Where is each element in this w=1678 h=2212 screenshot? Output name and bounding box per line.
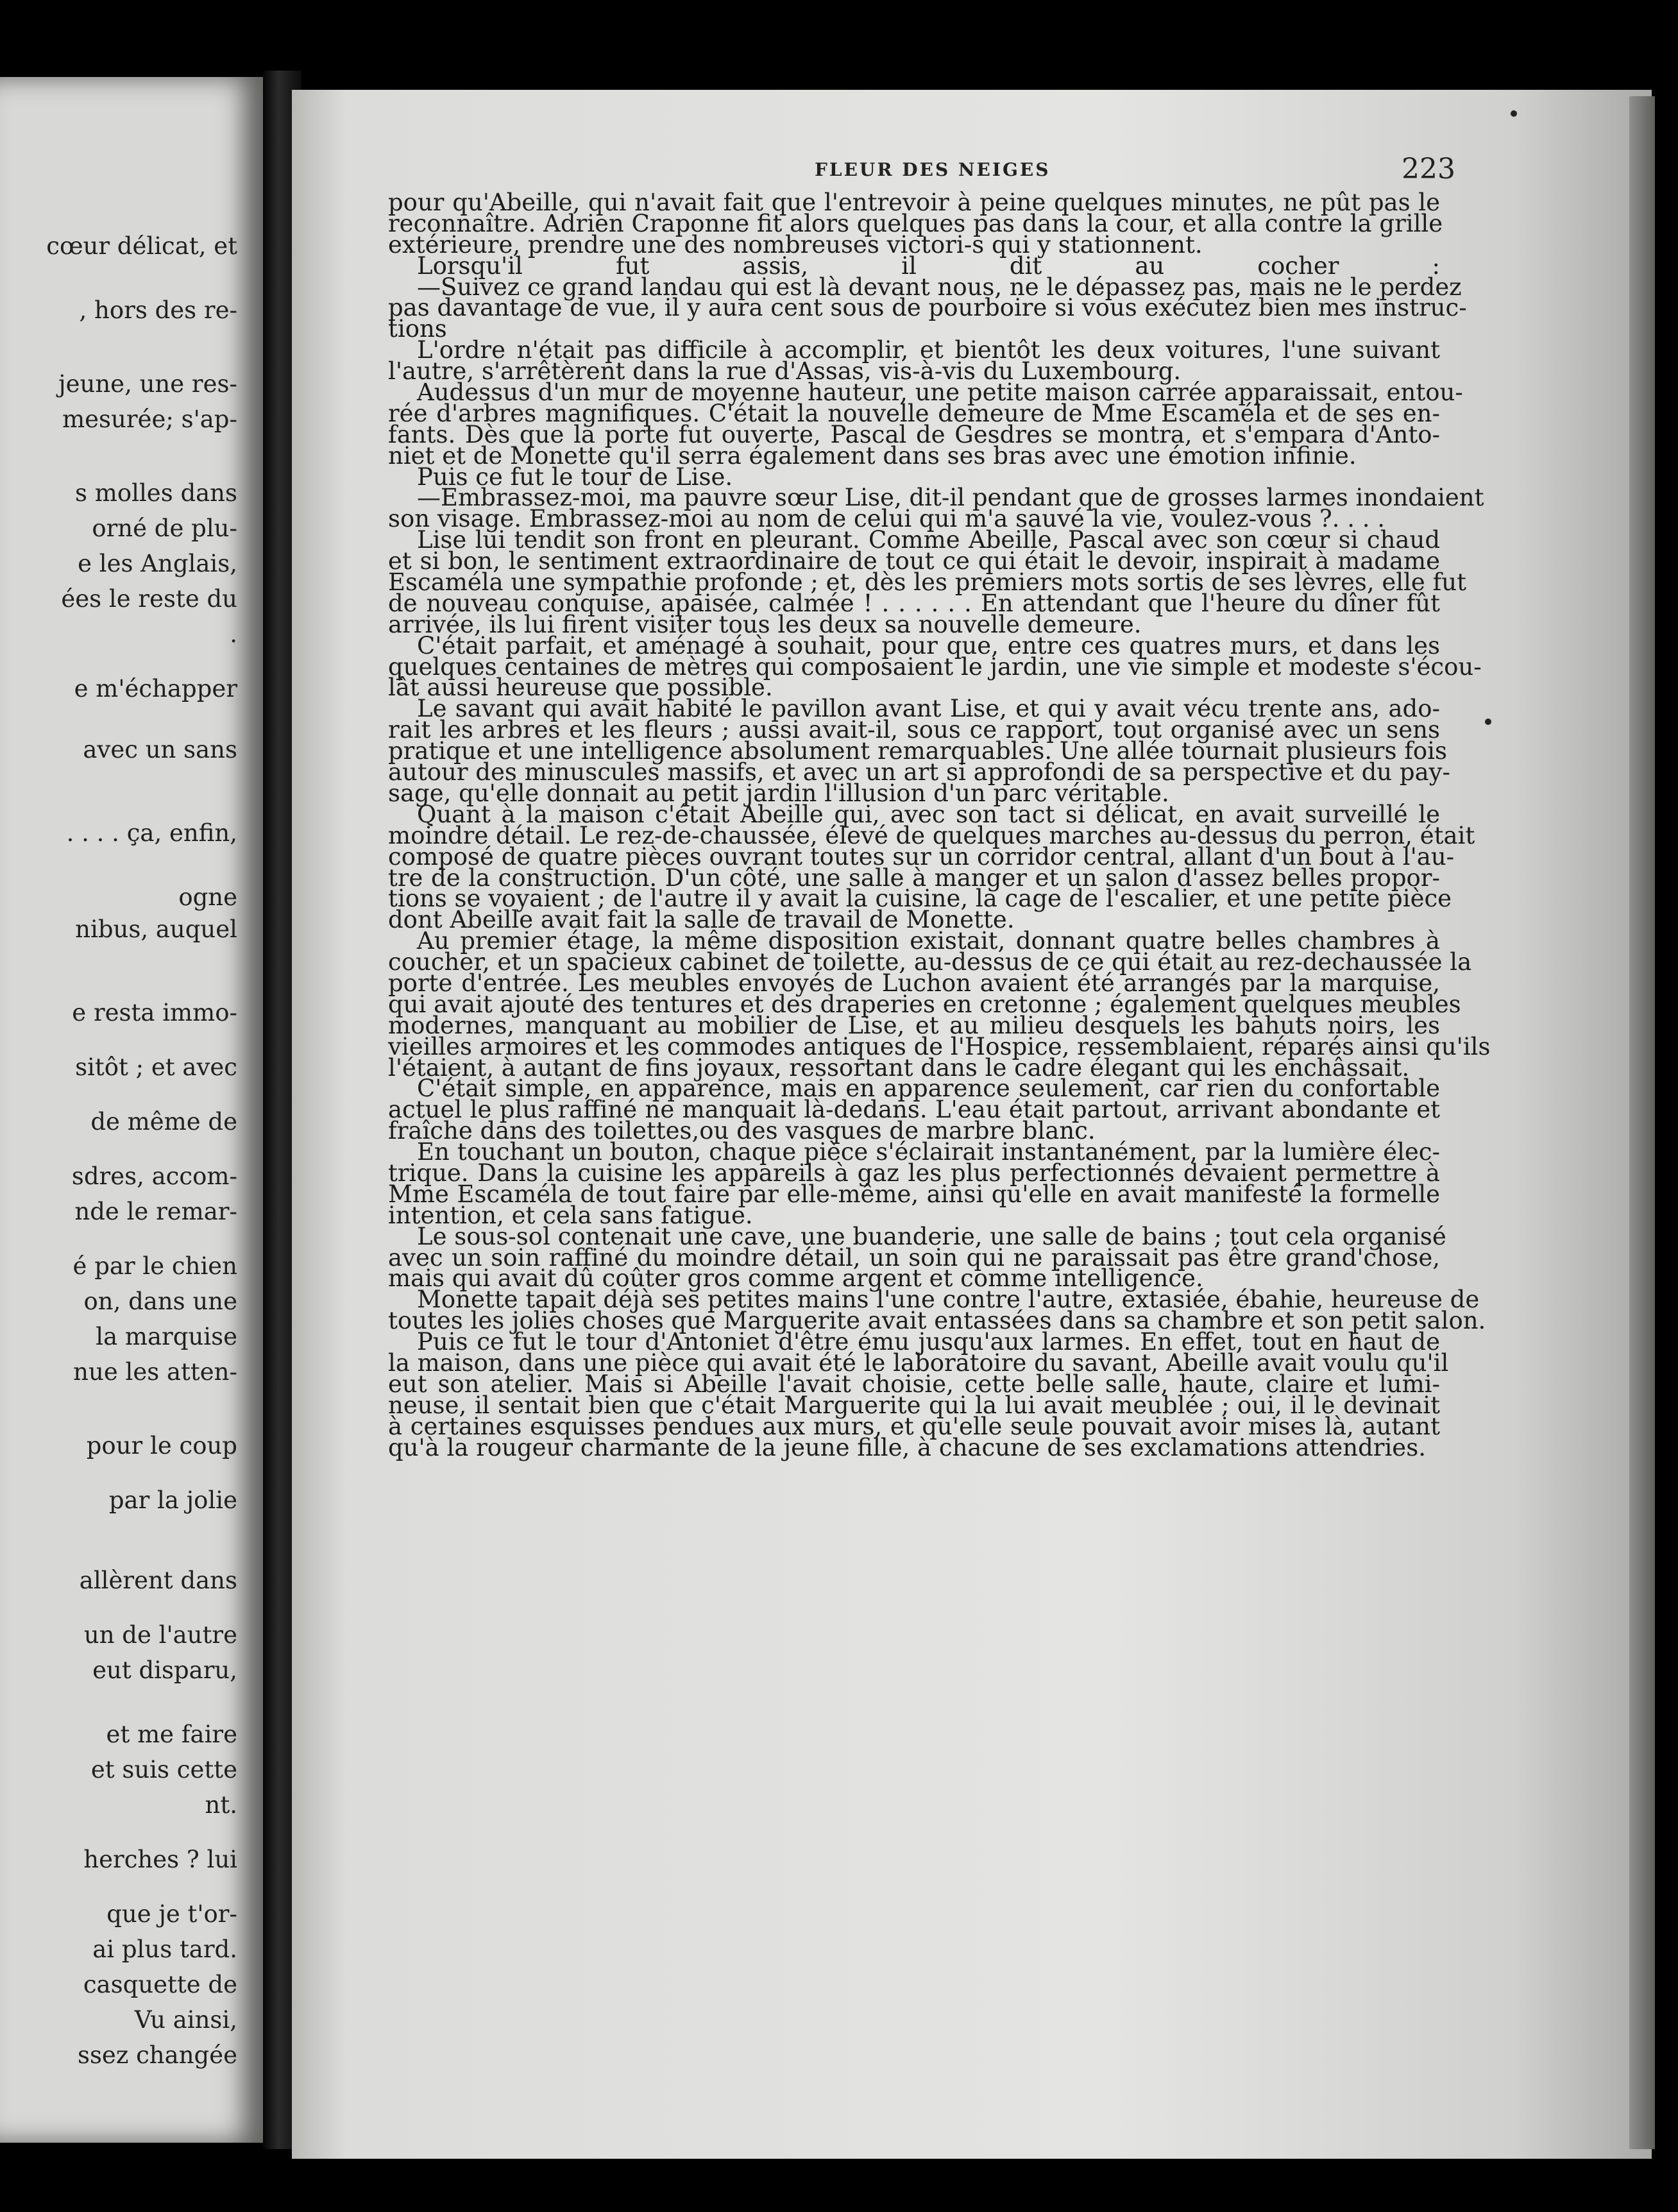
text-line: C'était parfait, et aménagé à souhait, pour que, entre ces quatres murs, et dans les bbox=[417, 631, 1440, 659]
left-page-fragment: ssez changée bbox=[77, 2041, 237, 2069]
left-page-fragment: par la jolie bbox=[108, 1486, 237, 1514]
left-page-fragment: mesurée; s'ap- bbox=[62, 405, 237, 433]
left-page-fragment: ées le reste du bbox=[61, 585, 237, 613]
text-line: à certaines esquisses pendues aux murs, et qu'elle seule pouvait avoir mises là, autant bbox=[388, 1412, 1440, 1440]
text-line: porte d'entrée. Les meubles envoyés de Luchon avaient été arrangés par la marquise, bbox=[388, 969, 1440, 997]
text-line: niet et de Monette qu'il serra également dans ses bras avec une émotion infinie. bbox=[388, 441, 1357, 470]
text-line: actuel le plus raffiné ne manquait là-dedans. L'eau était partout, arrivant abondante et bbox=[388, 1096, 1440, 1124]
left-page-fragment: nibus, auquel bbox=[75, 915, 237, 943]
text-line: neuse, il sentait bien que c'était Marguerite qui la lui avait meublée ; oui, il le devinait bbox=[388, 1391, 1440, 1419]
text-line: reconnaître. Adrien Craponne fit alors quelques pas dans la cour, et alla contre la grille bbox=[388, 209, 1443, 237]
text-line: pas davantage de vue, il y aura cent sous de pourboire si vous exécutez bien mes instruc- bbox=[388, 294, 1467, 322]
left-page-fragment: sdres, accom- bbox=[71, 1162, 237, 1190]
text-line: la maison, dans une pièce qui avait été le laboratoire du savant, Abeille avait voulu qu'il bbox=[388, 1348, 1449, 1377]
text-line: toutes les jolies choses que Marguerite avait entassées dans sa chambre et son petit salon. bbox=[388, 1307, 1486, 1335]
text-line: dont Abeille avait fait la salle de travail de Monette. bbox=[388, 906, 1015, 934]
left-page-fragment: , hors des re- bbox=[79, 296, 237, 324]
text-line: tre de la construction. D'un côté, une salle à manger et un salon d'assez belles propor- bbox=[388, 864, 1440, 892]
text-line: Audessus d'un mur de moyenne hauteur, une petite maison carrée apparaissait, entou- bbox=[417, 379, 1463, 407]
text-line: arrivée, ils lui firent visiter tous les deux sa nouvelle demeure. bbox=[388, 610, 1142, 638]
text-line: pour qu'Abeille, qui n'avait fait que l'entrevoir à peine quelques minutes, ne pût pas le bbox=[388, 189, 1440, 216]
text-line: extérieure, prendre une des nombreuses victori-s qui y stationnent. bbox=[388, 230, 1203, 259]
text-line: tions se voyaient ; de l'autre il y avait la cuisine, la cage de l'escalier, et une petite pièce bbox=[388, 885, 1452, 913]
text-line: —Embrassez-moi, ma pauvre sœur Lise, dit-il pendant que de grosses larmes inondaient bbox=[417, 484, 1484, 512]
text-line: Le sous-sol contenait une cave, une buanderie, une salle de bains ; tout cela organisé bbox=[417, 1222, 1446, 1250]
text-line: Lorsqu'il fut assis, il dit au cocher : bbox=[417, 251, 1440, 280]
left-page-fragment: pour le coup bbox=[86, 1432, 237, 1459]
text-line: l'autre, s'arrêtèrent dans la rue d'Assas, vis-à-vis du Luxembourg. bbox=[388, 357, 1182, 386]
text-line: trique. Dans la cuisine les appareils à gaz les plus perfectionnés devaient permettre à bbox=[388, 1159, 1440, 1187]
left-page-fragment: de même de bbox=[90, 1108, 237, 1136]
text-line: —Suivez ce grand landau qui est là devant nous, ne le dépassez pas, mais ne le perdez bbox=[417, 273, 1462, 301]
text-line: lât aussi heureuse que possible. bbox=[388, 674, 773, 702]
text-line: coucher, et un spacieux cabinet de toilette, au-dessus de ce qui était au rez-dechaussée la bbox=[388, 948, 1472, 976]
text-line: pratique et une intelligence absolument remarquables. Une allée tournait plusieurs fois bbox=[388, 737, 1447, 765]
left-page bbox=[0, 77, 263, 2143]
text-line: sage, qu'elle donnait au petit jardin l'illusion d'un parc véritable. bbox=[388, 779, 1169, 807]
text-line: Lise lui tendit son front en pleurant. Comme Abeille, Pascal avec son cœur si chaud bbox=[417, 526, 1440, 554]
text-line: L'ordre n'était pas difficile à accomplir, et bientôt les deux voitures, l'une suivant bbox=[417, 336, 1440, 364]
left-page-fragment: nue les atten- bbox=[73, 1358, 237, 1386]
left-page-fragment: avec un sans bbox=[83, 736, 237, 763]
text-line: l'étaient, à autant de fins joyaux, ressortant dans le cadre élegant qui les enchâssait. bbox=[388, 1053, 1410, 1082]
text-line: tions bbox=[388, 315, 447, 343]
text-line: qu'à la rougeur charmante de la jeune fille, à chacune de ses exclamations attendries. bbox=[388, 1433, 1426, 1461]
text-line: avec un soin raffiné du moindre détail, un soin qui ne paraissait pas être grand'chose, bbox=[388, 1243, 1440, 1272]
left-page-fragment: la marquise bbox=[96, 1323, 237, 1350]
left-page-fragment: e les Anglais, bbox=[78, 550, 237, 577]
text-line: eut son atelier. Mais si Abeille l'avait choisie, cette belle salle, haute, claire et lumi- bbox=[388, 1370, 1440, 1398]
page-edge bbox=[1629, 96, 1655, 2149]
left-page-fragment: ai plus tard. bbox=[92, 1936, 237, 1963]
left-page-fragment: nde le remar- bbox=[74, 1198, 237, 1225]
left-page-fragment: nt. bbox=[205, 1791, 237, 1819]
left-page-fragment: s molles dans bbox=[75, 479, 237, 507]
left-page-fragment: sitôt ; et avec bbox=[75, 1053, 237, 1081]
left-page-fragment: eut disparu, bbox=[92, 1656, 237, 1684]
left-page-fragment: e m'échapper bbox=[74, 675, 237, 702]
left-page-fragment: herches ? lui bbox=[83, 1846, 237, 1873]
left-page-fragment: Vu ainsi, bbox=[134, 2006, 237, 2034]
text-line: de nouveau conquise, apaisée, calmée ! . . . . . . En attendant que l'heure du dîner fût bbox=[388, 589, 1440, 617]
speck bbox=[1511, 110, 1517, 117]
text-line: Monette tapait déjà ses petites mains l'une contre l'autre, extasiée, ébahie, heureuse de bbox=[417, 1286, 1480, 1314]
left-page-fragment: un de l'autre bbox=[83, 1621, 237, 1649]
text-line: Le savant qui avait habité le pavillon avant Lise, et qui y avait vécu trente ans, ado- bbox=[417, 695, 1440, 723]
text-line: En touchant un bouton, chaque pièce s'éclairait instantanément, par la lumière élec- bbox=[417, 1138, 1440, 1166]
page-number: 223 bbox=[1402, 153, 1455, 185]
text-line: fants. Dès que la porte fut ouverte, Pascal de Gesdres se montra, et s'empara d'Anto- bbox=[388, 420, 1440, 448]
text-line: modernes, manquant au mobilier de Lise, et au milieu desquels les bahuts noirs, les bbox=[388, 1011, 1440, 1039]
text-line: Escaméla une sympathie profonde ; et, dès les premiers mots sortis de ses lèvres, elle fut bbox=[388, 568, 1466, 597]
text-line: mais qui avait dû coûter gros comme argent et comme intelligence. bbox=[388, 1264, 1203, 1293]
text-line: intention, et cela sans fatigue. bbox=[388, 1201, 753, 1229]
text-line: moindre détail. Le rez-de-chaussée, élevé de quelques marches au-dessus du perron, était bbox=[388, 821, 1475, 849]
text-line: autour des minuscules massifs, et avec un art si approfondi de sa perspective et du pay- bbox=[388, 758, 1451, 787]
left-page-fragment: et me faire bbox=[106, 1721, 237, 1748]
left-page-fragment: . . . . ça, enfin, bbox=[66, 819, 237, 847]
text-line: quelques centaines de mètres qui composaient le jardin, une vie simple et modeste s'écou- bbox=[388, 652, 1482, 681]
speck bbox=[1485, 719, 1491, 725]
text-line: son visage. Embrassez-moi au nom de celui qui m'a sauvé la vie, voulez-vous ?. . . . bbox=[388, 505, 1385, 533]
text-line: Puis ce fut le tour de Lise. bbox=[417, 463, 733, 491]
left-page-fragment: on, dans une bbox=[83, 1288, 237, 1315]
left-page-fragment: orné de plu- bbox=[92, 515, 237, 542]
left-page-fragment: e resta immo- bbox=[72, 999, 237, 1026]
left-page-fragment: allèrent dans bbox=[79, 1567, 237, 1594]
text-line: composé de quatre pièces ouvrant toutes sur un corridor central, allant d'un bout à l'au- bbox=[388, 842, 1455, 871]
left-page-fragment: é par le chien bbox=[72, 1252, 237, 1280]
running-head: FLEUR DES NEIGES bbox=[815, 159, 1051, 180]
text-line: rait les arbres et les fleurs ; aussi avait-il, sous ce rapport, tout organisé avec un sens bbox=[388, 716, 1440, 744]
text-line: Puis ce fut le tour d'Antoniet d'être ému jusqu'aux larmes. En effet, tout en haut de bbox=[417, 1328, 1440, 1356]
body-text bbox=[388, 189, 1491, 1461]
left-page-fragment: cœur délicat, et bbox=[46, 232, 237, 260]
left-page-fragment: jeune, une res- bbox=[58, 370, 237, 398]
text-line: Quant à la maison c'était Abeille qui, avec son tact si délicat, en avait surveillé le bbox=[417, 800, 1440, 828]
text-line: Mme Escaméla de tout faire par elle-même, ainsi qu'elle en avait manifesté la formelle bbox=[388, 1180, 1440, 1208]
left-page-fragment: ogne bbox=[178, 883, 237, 911]
left-page-fragment: et suis cette bbox=[90, 1756, 237, 1783]
text-line: C'était simple, en apparence, mais en apparence seulement, car rien du confortable bbox=[417, 1075, 1440, 1103]
left-page-fragment: que je t'or- bbox=[106, 1900, 237, 1928]
left-page-fragment: casquette de bbox=[83, 1971, 237, 1998]
text-line: rée d'arbres magnifiques. C'était la nouvelle demeure de Mme Escaméla et de ses en- bbox=[388, 399, 1440, 427]
text-line: vieilles armoires et les commodes antiques de l'Hospice, ressemblaient, réparés ainsi qu'ils bbox=[388, 1032, 1491, 1060]
text-line: qui avait ajouté des tentures et des draperies en cretonne ; également quelques meubles bbox=[388, 990, 1461, 1018]
text-line: fraîche dans des toilettes,ou des vasques de marbre blanc. bbox=[388, 1117, 1096, 1145]
text-line: et si bon, le sentiment extraordinaire de tout ce qui était le devoir, inspirait à madame bbox=[388, 547, 1440, 575]
left-page-fragment: . bbox=[230, 620, 237, 648]
text-line: Au premier étage, la même disposition existait, donnant quatre belles chambres à bbox=[417, 927, 1440, 955]
